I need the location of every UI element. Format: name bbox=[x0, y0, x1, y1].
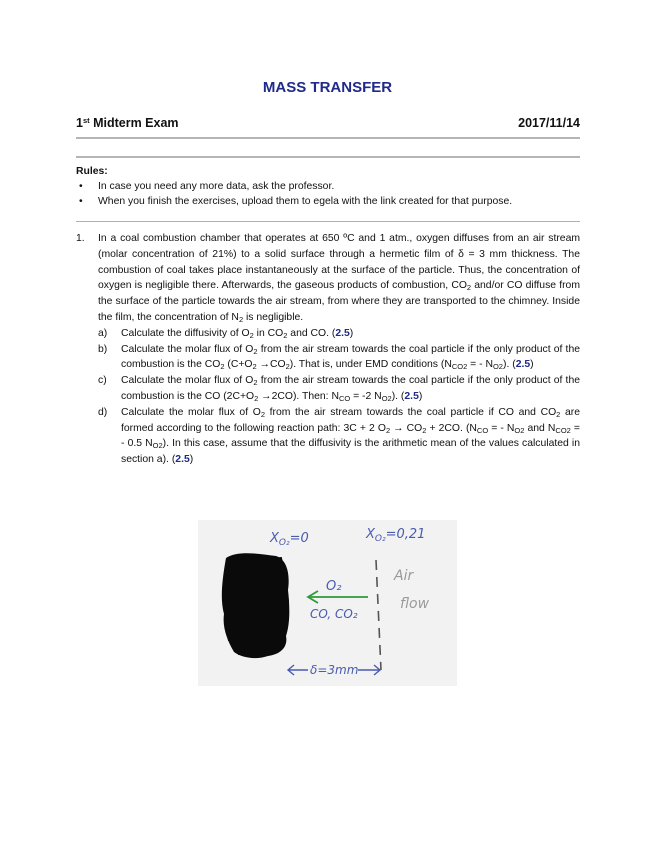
co-co2-arrow-label: CO, CO₂ bbox=[310, 607, 358, 621]
points-value: 2.5 bbox=[515, 359, 531, 371]
header-divider-bottom bbox=[76, 156, 580, 158]
points-value: 2.5 bbox=[335, 327, 350, 339]
question-number: 1. bbox=[76, 233, 85, 244]
question-part-b: b) Calculate the molar flux of $O_2$ from the air stream towards the coal particle if the only product of the combustion is the $CO_2$ $(C+O_2 \to CO_2)$. That is, under EMD conditions ($N_{CO2}$ = - $N_{O2}$). (2.5) bbox=[98, 343, 581, 372]
part-label: d) bbox=[98, 406, 108, 418]
part-label: b) bbox=[98, 343, 108, 355]
question-1 bbox=[76, 231, 580, 468]
film-boundary-line bbox=[376, 560, 381, 670]
part-label: a) bbox=[98, 327, 108, 339]
combustion-sketch bbox=[198, 520, 457, 686]
rule-item: • In case you need any more data, ask the professor. bbox=[76, 179, 580, 194]
air-label: Air bbox=[394, 568, 414, 584]
question-part-c: c) Calculate the molar flux of $O_2$ from the air stream towards the coal particle if the only product of the combustion is the CO $(2C+O_2 \to 2CO)$. Then: $N_{CO} = -2$ $N_{O2}$). (2.5) bbox=[98, 375, 581, 403]
points-value: 2.5 bbox=[175, 454, 190, 466]
question-part-a: a) Calculate the diffusivity of $O_2$ in $CO_2$ and CO. (2.5) bbox=[98, 327, 354, 340]
header-divider-top bbox=[76, 137, 580, 139]
x-o2-surface-label: $X_{O_2}=0$ bbox=[270, 531, 309, 548]
rules-divider bbox=[76, 221, 580, 222]
o2-arrow-label: O₂ bbox=[326, 579, 342, 594]
x-o2-bulk-label: $X_{O_2}=0,21$ bbox=[366, 527, 426, 544]
delta-thickness-label: δ=3mm bbox=[310, 663, 359, 677]
rule-item: • When you finish the exercises, upload them to egela with the link created for that purpose. bbox=[76, 194, 580, 209]
question-part-d: d) Calculate the molar flux of $O_2$ from the air stream towards the coal particle if CO and $CO_2$ are formed according to the following reaction path: 3C + 2 $O_2 \to CO_2 + 2CO$. ($N_{CO}$ = - $N_{O2}$ and $N_{CO2}$ = - 0.5 $N_{O2}$). In this case, assume that the diffusivity is the arithmetic mean of the values calculated in section a). (2.5) bbox=[98, 406, 581, 466]
delta-arrow-right bbox=[358, 665, 380, 675]
delta-arrow-left bbox=[288, 665, 308, 675]
exam-name: 1st Midterm Exam bbox=[76, 116, 179, 130]
rules-section bbox=[76, 164, 580, 209]
exam-date: 2017/11/14 bbox=[518, 116, 580, 130]
part-label: c) bbox=[98, 375, 107, 387]
page-title: MASS TRANSFER bbox=[262, 79, 393, 96]
question-statement: In a coal combustion chamber that operates at 650 ºC and 1 atm., oxygen diffuses from an air stream (molar concentration of 21%) to a solid surface through a hermetic film of δ = 3 mm thickness. The combustion of coal takes place instantaneously at the surface of the particle. Thus, the concentration of oxygen is negligible there. Afterwards, the gaseous products of combustion, $CO_2$ and/or CO diffuse from the surface of the particle towards the air stream, from where they are transported to the chimney. Inside the film, the concentration of $N_2$ is negligible. bbox=[98, 233, 580, 324]
points-value: 2.5 bbox=[404, 390, 419, 402]
flow-label: flow bbox=[400, 596, 430, 612]
rules-heading: Rules: bbox=[76, 166, 108, 177]
sketch-canvas bbox=[198, 520, 457, 686]
